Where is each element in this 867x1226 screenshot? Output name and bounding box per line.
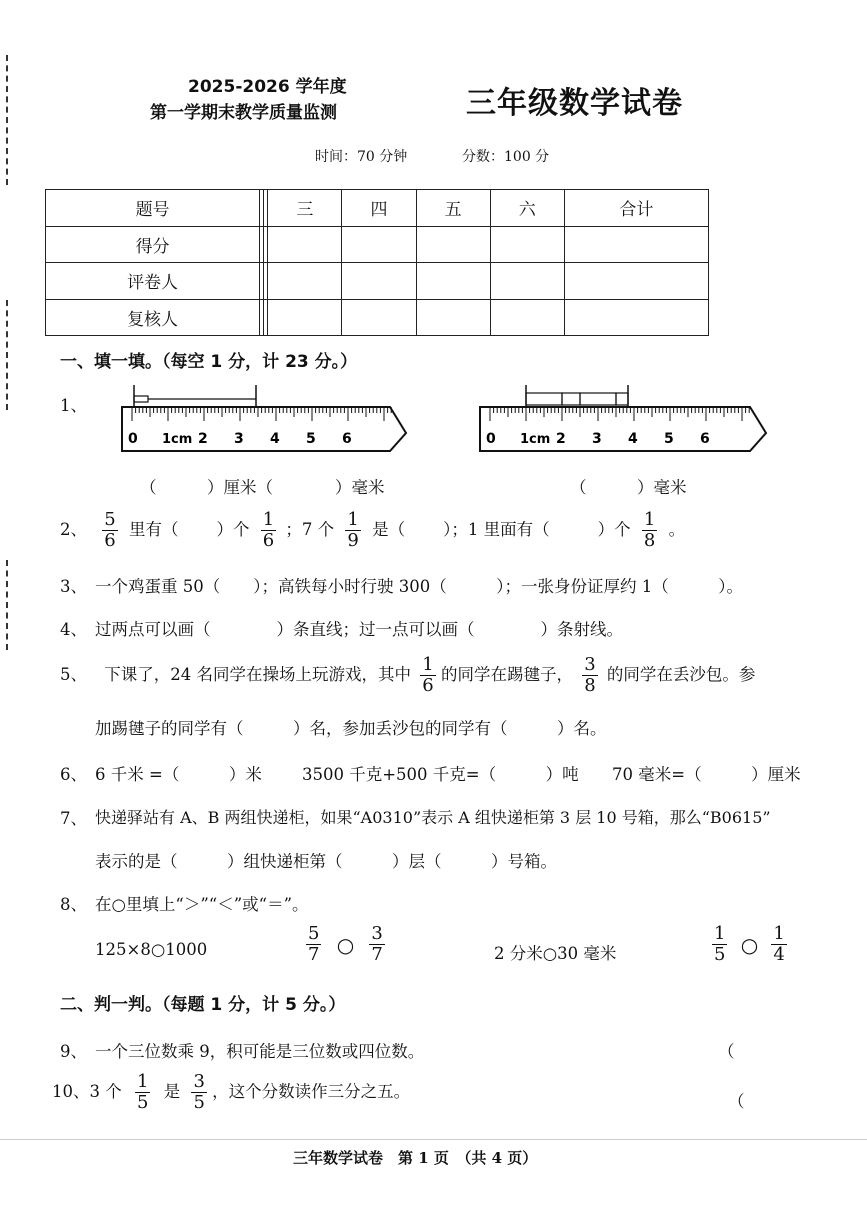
fraction: $\frac{5}{7}$	[308, 923, 320, 965]
ruler-label: 3	[592, 431, 602, 447]
q5-number: 5、	[60, 665, 87, 684]
ruler-label: 1cm	[520, 432, 551, 447]
binding-line-mid	[6, 300, 8, 410]
table-cell: 六	[490, 190, 564, 227]
score-input-cell[interactable]	[416, 226, 490, 263]
q1-number: 1、	[60, 396, 87, 415]
q6-b[interactable]: 3500 千克+500 千克=（ ）吨	[302, 765, 579, 784]
score-input-cell[interactable]	[268, 263, 342, 300]
q3-text[interactable]: 一个鸡蛋重 50（ ）；高铁每小时行驶 300（ ）；一张身份证厚约 1（ ）。	[95, 577, 743, 596]
q10-answer-paren[interactable]: （	[728, 1092, 745, 1111]
q2-text: ）；1 里面有（	[443, 520, 550, 539]
q8-text: 在○里填上“＞”“＜”或“＝”。	[95, 895, 309, 914]
term-title: 第一学期末教学质量监测	[150, 103, 337, 123]
fraction: $\frac{1}{4}$	[773, 923, 785, 965]
q10-text: 是	[163, 1082, 181, 1101]
q10-text: 3 个	[89, 1082, 122, 1101]
ruler-label: 2	[198, 431, 208, 447]
fraction: $\frac{5}{6}$	[104, 509, 116, 551]
table-cell: 五	[416, 190, 490, 227]
score-input-cell[interactable]	[342, 299, 416, 336]
score-input-cell[interactable]	[342, 263, 416, 300]
score-input-cell[interactable]	[490, 226, 564, 263]
q8-b	[306, 924, 385, 965]
q5-line1	[60, 653, 755, 697]
q2-line	[60, 508, 685, 552]
table-row	[46, 190, 709, 227]
compare-circle[interactable]: ○	[336, 932, 355, 957]
q2-text: 是（	[372, 520, 406, 539]
ruler-label: 2	[556, 431, 566, 447]
score-input-cell[interactable]	[342, 226, 416, 263]
q7-number: 7、	[60, 809, 87, 828]
ruler-label: 6	[342, 431, 352, 447]
q5-line2[interactable]: 加踢毽子的同学有（ ）名，参加丢沙包的同学有（ ）名。	[95, 719, 607, 738]
q4-number: 4、	[60, 620, 87, 639]
table-cell: 评卷人	[46, 263, 260, 300]
q7-line2[interactable]: 表示的是（ ）组快递柜第（ ）层（ ）号箱。	[95, 852, 557, 871]
fraction: $\frac{1}{5}$	[714, 923, 726, 965]
q7-line1: 快递驿站有 A、B 两组快递柜，如果“A0310”表示 A 组快递柜第 3 层 10 号箱，那么“B0615”	[95, 808, 771, 827]
q6-number: 6、	[60, 765, 87, 784]
table-cell: 复核人	[46, 299, 260, 336]
q8-c[interactable]: 2 分米○30 毫米	[494, 944, 617, 963]
score-input-cell[interactable]	[416, 263, 490, 300]
table-row	[46, 299, 709, 336]
ruler-label: 5	[664, 431, 674, 447]
q9-answer-paren[interactable]: （	[718, 1042, 735, 1061]
q1-blank-c[interactable]: ）毫米	[335, 478, 385, 497]
q3-number: 3、	[60, 577, 87, 596]
score-input-cell[interactable]	[268, 226, 342, 263]
footer-divider	[0, 1139, 867, 1140]
q9-number: 9、	[60, 1042, 87, 1061]
table-cell: 得分	[46, 226, 260, 263]
q4-text[interactable]: 过两点可以画（ ）条直线；过一点可以画（ ）条射线。	[95, 620, 623, 639]
table-cell: 四	[342, 190, 416, 227]
school-year: 2025-2026 学年度	[188, 77, 347, 97]
fraction: $\frac{1}{6}$	[262, 509, 275, 551]
fraction: $\frac{3}{8}$	[584, 654, 596, 696]
q6-c[interactable]: 70 毫米=（ ）厘米	[612, 765, 801, 784]
fraction: $\frac{1}{5}$	[137, 1071, 149, 1113]
q5-text: 的同学在踢毽子，	[440, 665, 573, 684]
section2-title: 二、判一判。（每题 1 分，计 5 分。）	[60, 995, 346, 1015]
q9-text: 一个三位数乘 9，积可能是三位数或四位数。	[95, 1042, 425, 1061]
q1-right-blank-b[interactable]: ）毫米	[637, 478, 687, 497]
binding-line-low	[6, 560, 8, 650]
q1-blank-b[interactable]: ）厘米（	[207, 478, 273, 497]
ruler-label: 4	[270, 431, 280, 447]
q8-number: 8、	[60, 895, 87, 914]
q8-a[interactable]: 125×8○1000	[95, 940, 208, 959]
ruler-label: 6	[700, 431, 710, 447]
section1-title: 一、填一填。（每空 1 分，计 23 分。）	[60, 352, 358, 372]
q10-line	[52, 1070, 410, 1114]
ruler-label: 0	[486, 431, 496, 447]
fraction: $\frac{1}{6}$	[422, 654, 434, 696]
ruler-label: 1cm	[162, 432, 193, 447]
q2-text: ）个	[597, 520, 631, 539]
table-cell: 三	[268, 190, 342, 227]
score-table	[45, 189, 709, 336]
q6-a[interactable]: 6 千米 =（ ）米	[95, 765, 262, 784]
q10-text: ，这个分数读作三分之五。	[212, 1082, 411, 1101]
q2-text: 。	[668, 520, 686, 539]
q8-d	[712, 924, 787, 965]
ruler-label: 5	[306, 431, 316, 447]
q2-text: 里有（	[128, 520, 179, 539]
ruler-right	[470, 383, 775, 455]
binding-line-top	[6, 55, 8, 185]
fraction: $\frac{3}{7}$	[371, 923, 383, 965]
ruler-label: 0	[128, 431, 138, 447]
table-cell: 合计	[564, 190, 708, 227]
score-input-cell[interactable]	[490, 299, 564, 336]
exam-score: 分数：100 分	[462, 149, 550, 165]
ruler-label: 3	[234, 431, 244, 447]
table-row	[46, 263, 709, 300]
fraction: $\frac{1}{8}$	[643, 509, 656, 551]
page-footer: 三年数学试卷 第 1 页 （共 4 页）	[293, 1149, 538, 1167]
ruler-label: 4	[628, 431, 638, 447]
exam-time: 时间：70 分钟	[315, 149, 408, 165]
score-input-cell[interactable]	[416, 299, 490, 336]
fraction: $\frac{3}{5}$	[193, 1071, 205, 1113]
q2-text: ）个	[216, 520, 250, 539]
page-title: 三年级数学试卷	[466, 86, 683, 121]
score-input-cell[interactable]	[490, 263, 564, 300]
score-input-cell[interactable]	[564, 263, 708, 300]
q2-number: 2、	[60, 520, 87, 539]
compare-circle[interactable]: ○	[740, 932, 759, 957]
table-row	[46, 226, 709, 263]
fraction: $\frac{1}{9}$	[347, 509, 359, 551]
score-input-cell[interactable]	[268, 299, 342, 336]
q2-text: ；7 个	[285, 520, 335, 539]
ruler-left	[118, 383, 413, 455]
score-input-cell[interactable]	[564, 226, 708, 263]
q1-right-blank-a: （	[570, 478, 587, 497]
table-cell: 题号	[46, 190, 260, 227]
q5-text: 下课了，24 名同学在操场上玩游戏，其中	[104, 665, 411, 684]
score-input-cell[interactable]	[564, 299, 708, 336]
q5-text: 的同学在丢沙包。参	[606, 665, 756, 684]
q10-number: 10、	[52, 1082, 90, 1101]
q1-blank-a: （	[140, 478, 157, 497]
